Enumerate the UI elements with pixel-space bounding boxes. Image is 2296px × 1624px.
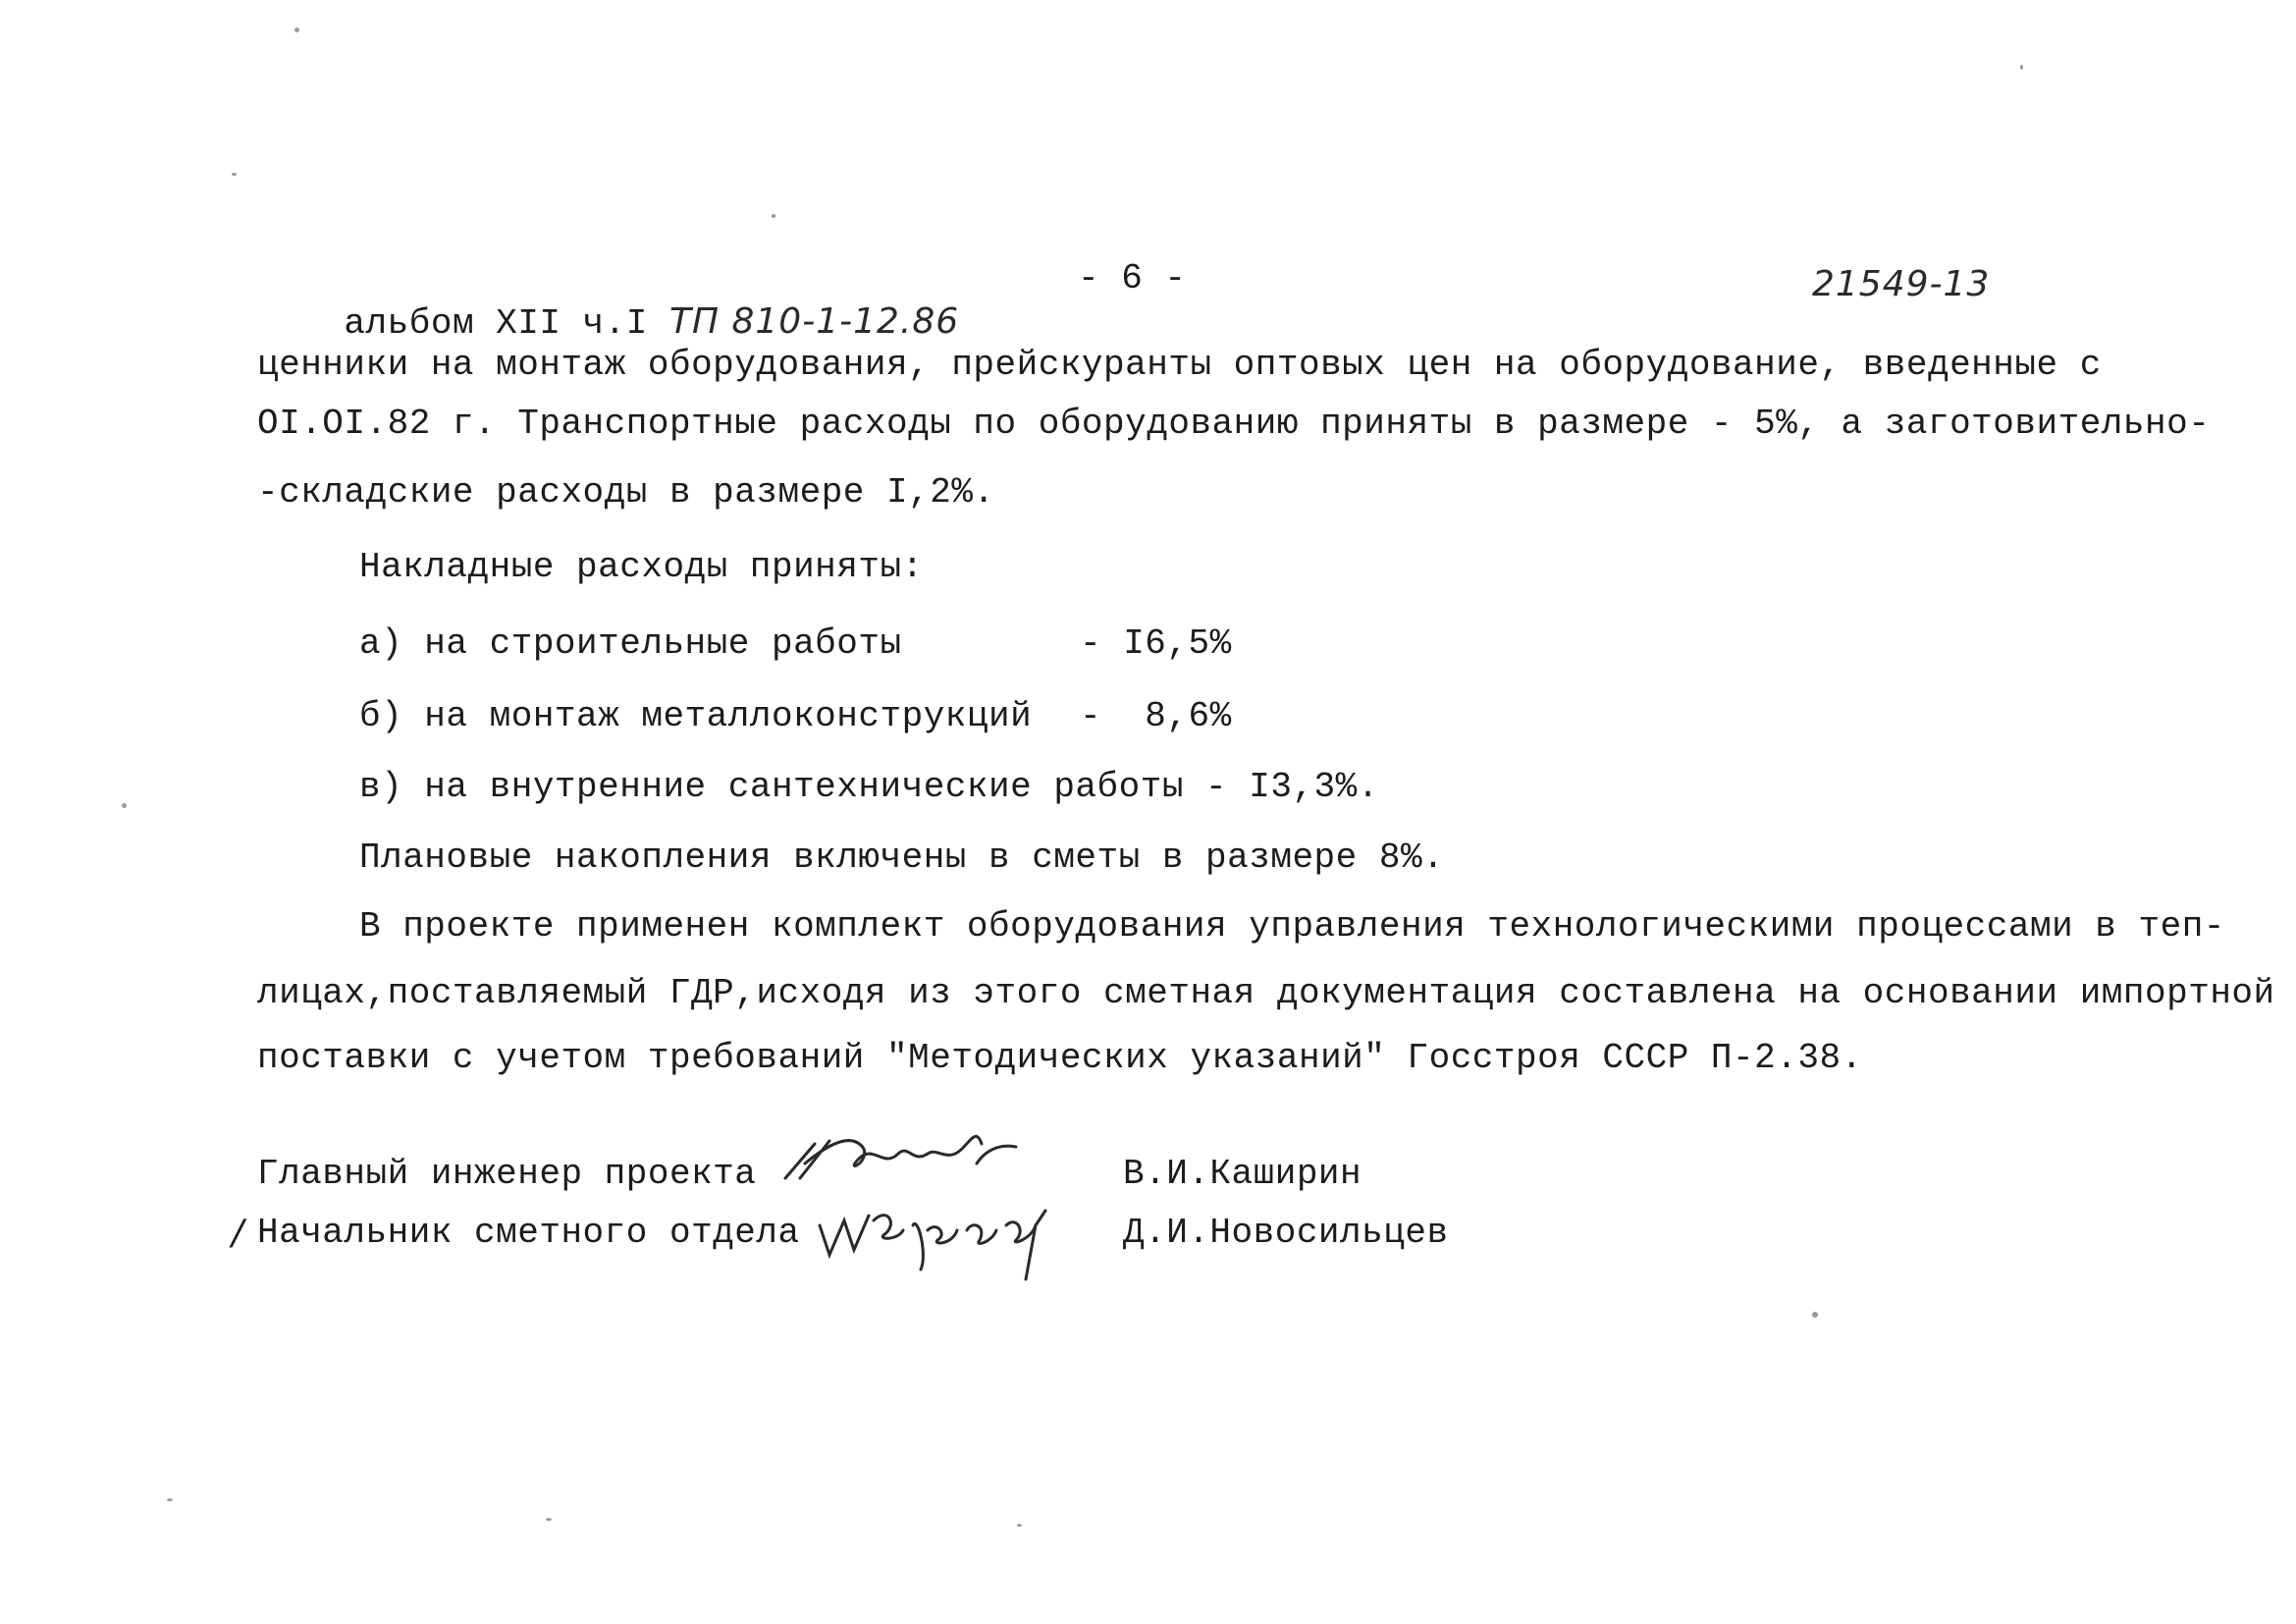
paragraph-2-line-1: В проекте применен комплект оборудования управления технологическими процессами в теп- [359, 906, 2225, 947]
scan-speck [772, 214, 775, 218]
margin-mark: / [232, 1213, 244, 1253]
scan-speck [546, 1518, 552, 1521]
scan-speck [122, 803, 127, 808]
overhead-item-b-label: б) на монтаж металлоконструкций [359, 696, 1033, 736]
page-number: - 6 - [1078, 258, 1187, 298]
paragraph-1-line-1: ценники на монтаж оборудования, прейскуранты оптовых цен на оборудование, введенные с [257, 345, 2102, 385]
estimate-head-name: Д.И.Новосильцев [1123, 1213, 1449, 1253]
chief-engineer-name: В.И.Каширин [1123, 1154, 1362, 1194]
overhead-item-a-label: а) на строительные работы [359, 623, 902, 664]
scan-speck [167, 1498, 173, 1501]
album-label: альбом XII ч.I [344, 303, 648, 344]
project-code: ТП 810-1-12.86 [668, 301, 960, 342]
scan-speck [232, 173, 237, 176]
overhead-item-c: в) на внутренние сантехнические работы - I3,3%. [359, 767, 1379, 807]
overhead-item-b-value: - 8,6% [1080, 696, 1232, 736]
paragraph-2-line-3: поставки с учетом требований "Методических указаний" Госстроя СССР П-2.38. [257, 1038, 1863, 1078]
scan-speck [294, 27, 299, 32]
estimate-head-title: Начальник сметного отдела [257, 1213, 800, 1253]
scan-speck [2020, 65, 2023, 70]
document-number: 21549-13 [1812, 264, 1991, 304]
paragraph-1-line-3: -складские расходы в размере I,2%. [257, 472, 995, 513]
overhead-item-a-value: - I6,5% [1080, 623, 1232, 664]
chief-engineer-title: Главный инженер проекта [257, 1154, 757, 1194]
planned-savings: Плановые накопления включены в сметы в размере 8%. [359, 838, 1445, 878]
scan-speck [1017, 1524, 1022, 1527]
estimate-head-signature [805, 1186, 1070, 1284]
paragraph-1-line-2: OI.OI.82 г. Транспортные расходы по оборудованию приняты в размере - 5%, а заготовительно- [257, 404, 2211, 444]
paragraph-2-line-2: лицах,поставляемый ГДР,исходя из этого сметная документация составлена на основании импортной [257, 973, 2275, 1013]
overhead-title: Накладные расходы приняты: [359, 547, 924, 587]
scan-speck [1812, 1312, 1818, 1318]
